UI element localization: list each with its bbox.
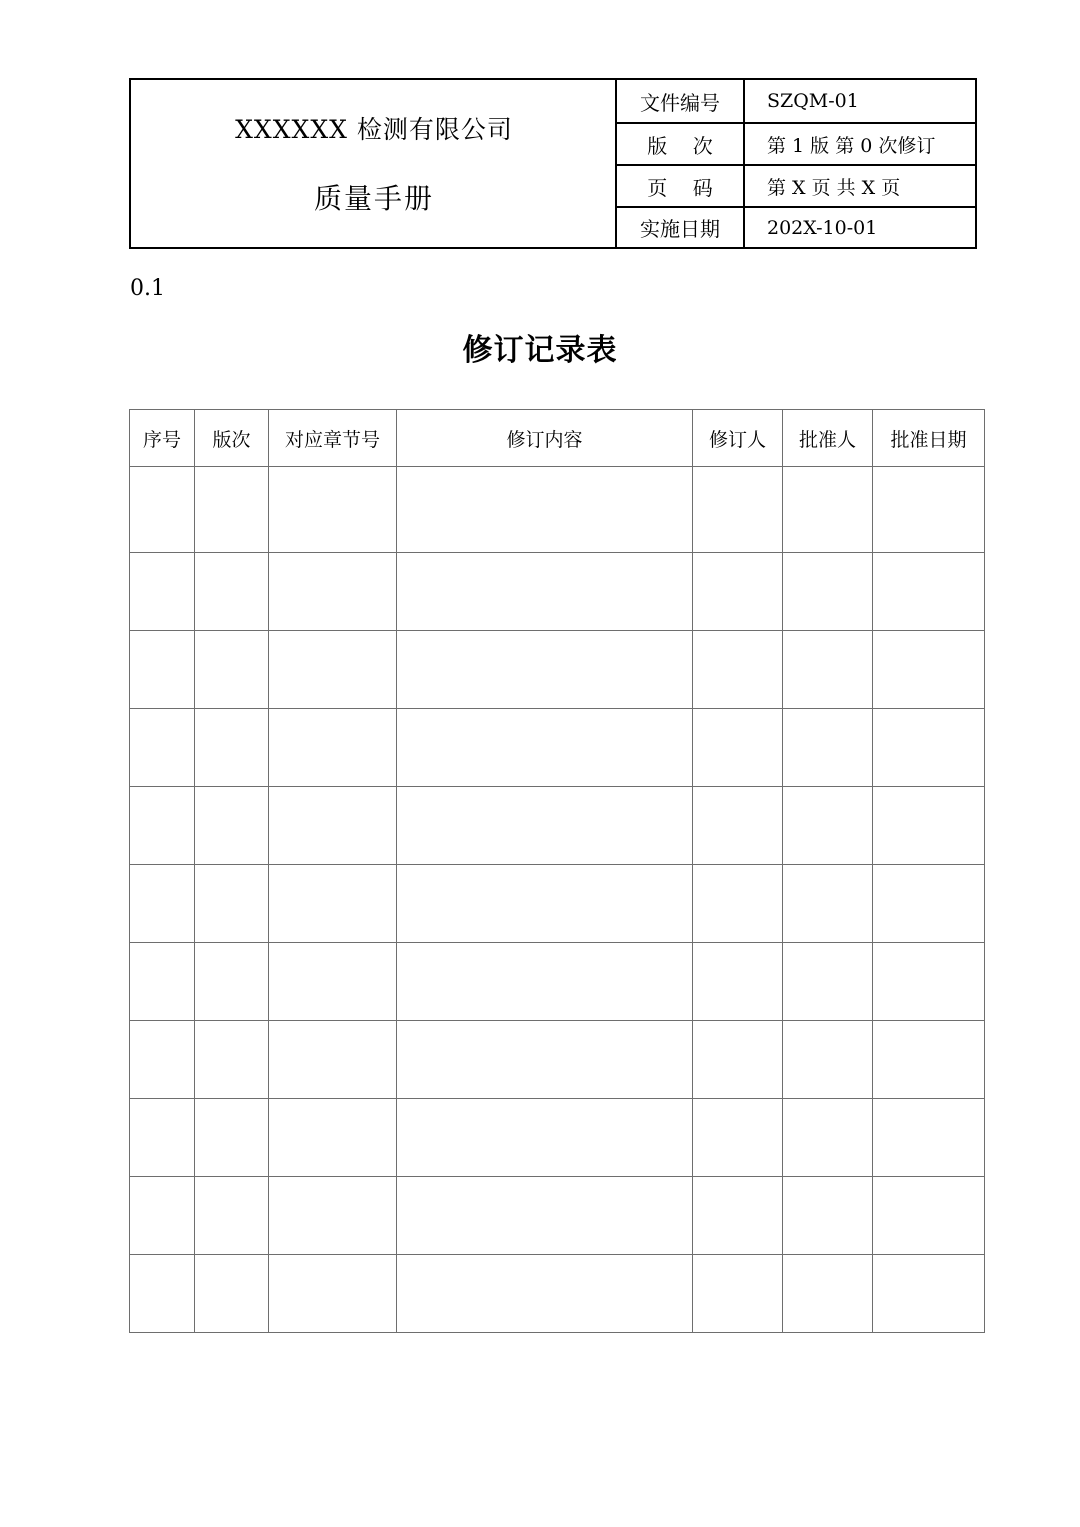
table-cell-serial [130,467,195,553]
table-cell-edition [195,553,269,631]
table-cell-content [397,1255,693,1333]
table-cell-reviser [693,709,783,787]
table-cell-approver [783,467,873,553]
table-cell-edition [195,1177,269,1255]
table-cell-edition [195,1099,269,1177]
table-row [130,1021,985,1099]
table-cell-content [397,943,693,1021]
table-cell-serial [130,631,195,709]
table-cell-serial [130,865,195,943]
table-cell-serial [130,943,195,1021]
table-cell-approver [783,709,873,787]
table-cell-edition [195,631,269,709]
table-row [130,787,985,865]
file-number-value: SZQM-01 [767,90,859,112]
table-cell-content [397,1099,693,1177]
header-row-file-number [617,80,975,122]
table-row [130,1099,985,1177]
table-cell-edition [195,1021,269,1099]
table-cell-edition [195,709,269,787]
table-cell-approver [783,1021,873,1099]
column-header-chapter: 对应章节号 [269,410,397,467]
table-cell-content [397,709,693,787]
effective-date-value: 202X-10-01 [767,216,878,239]
table-cell-reviser [693,1177,783,1255]
table-cell-chapter [269,1177,397,1255]
table-cell-approval-date [873,631,985,709]
table-cell-serial [130,709,195,787]
table-cell-edition [195,943,269,1021]
table-row [130,709,985,787]
table-cell-edition [195,1255,269,1333]
table-cell-serial [130,1021,195,1099]
table-cell-approver [783,1099,873,1177]
table-cell-serial [130,1255,195,1333]
manual-title: 质量手册 [313,182,434,215]
column-header-reviser: 修订人 [693,410,783,467]
table-cell-approval-date [873,467,985,553]
table-cell-edition [195,467,269,553]
table-row [130,1255,985,1333]
table-cell-approval-date [873,943,985,1021]
column-header-serial: 序号 [130,410,195,467]
table-cell-reviser [693,1021,783,1099]
table-cell-reviser [693,553,783,631]
table-cell-content [397,631,693,709]
table-cell-chapter [269,467,397,553]
table-header-row [130,410,985,467]
table-cell-approval-date [873,787,985,865]
table-cell-content [397,467,693,553]
header-title-cell [131,80,617,247]
table-row [130,553,985,631]
effective-date-label: 实施日期 [617,208,745,247]
table-cell-serial [130,553,195,631]
table-cell-reviser [693,787,783,865]
table-cell-reviser [693,943,783,1021]
column-header-edition: 版次 [195,410,269,467]
table-cell-approval-date [873,1021,985,1099]
table-cell-content [397,865,693,943]
table-cell-content [397,1177,693,1255]
column-header-approval-date: 批准日期 [873,410,985,467]
table-cell-content [397,787,693,865]
table-cell-chapter [269,1099,397,1177]
table-cell-reviser [693,631,783,709]
table-cell-reviser [693,865,783,943]
table-row [130,943,985,1021]
file-number-label: 文件编号 [617,80,745,122]
table-cell-chapter [269,553,397,631]
table-cell-reviser [693,467,783,553]
table-row [130,865,985,943]
table-cell-content [397,553,693,631]
table-cell-approver [783,631,873,709]
column-header-content: 修订内容 [397,410,693,467]
table-cell-approver [783,1177,873,1255]
header-row-page [617,164,975,206]
table-row [130,467,985,553]
table-cell-content [397,1021,693,1099]
table-cell-serial [130,1177,195,1255]
table-cell-approval-date [873,865,985,943]
table-cell-approver [783,787,873,865]
company-name: XXXXXX 检测有限公司 [235,115,513,144]
section-number: 0.1 [130,276,165,301]
table-cell-serial [130,787,195,865]
table-cell-edition [195,787,269,865]
table-cell-chapter [269,865,397,943]
table-cell-serial [130,1099,195,1177]
table-cell-approver [783,553,873,631]
table-cell-approval-date [873,1177,985,1255]
edition-value: 第 1 版 第 0 次修订 [767,134,936,157]
table-cell-chapter [269,1021,397,1099]
table-row [130,631,985,709]
column-header-approver: 批准人 [783,410,873,467]
header-row-edition [617,122,975,164]
header-row-effective-date [617,206,975,247]
table-cell-approver [783,1255,873,1333]
table-cell-chapter [269,943,397,1021]
table-cell-approval-date [873,709,985,787]
table-cell-reviser [693,1099,783,1177]
table-cell-reviser [693,1255,783,1333]
table-cell-approval-date [873,553,985,631]
revision-record-table [129,409,985,1333]
table-cell-approval-date [873,1255,985,1333]
header-info-grid [617,80,975,247]
page-label: 页 码 [617,166,745,206]
table-cell-chapter [269,1255,397,1333]
table-cell-approver [783,943,873,1021]
table-cell-approval-date [873,1099,985,1177]
page-value: 第 X 页 共 X 页 [767,176,901,199]
edition-label: 版 次 [617,124,745,164]
section-title: 修订记录表 [462,333,618,368]
table-row [130,1177,985,1255]
table-cell-chapter [269,631,397,709]
document-header [129,78,977,249]
table-cell-chapter [269,709,397,787]
table-body [130,467,985,1333]
table-cell-edition [195,865,269,943]
table-cell-approver [783,865,873,943]
table-cell-chapter [269,787,397,865]
